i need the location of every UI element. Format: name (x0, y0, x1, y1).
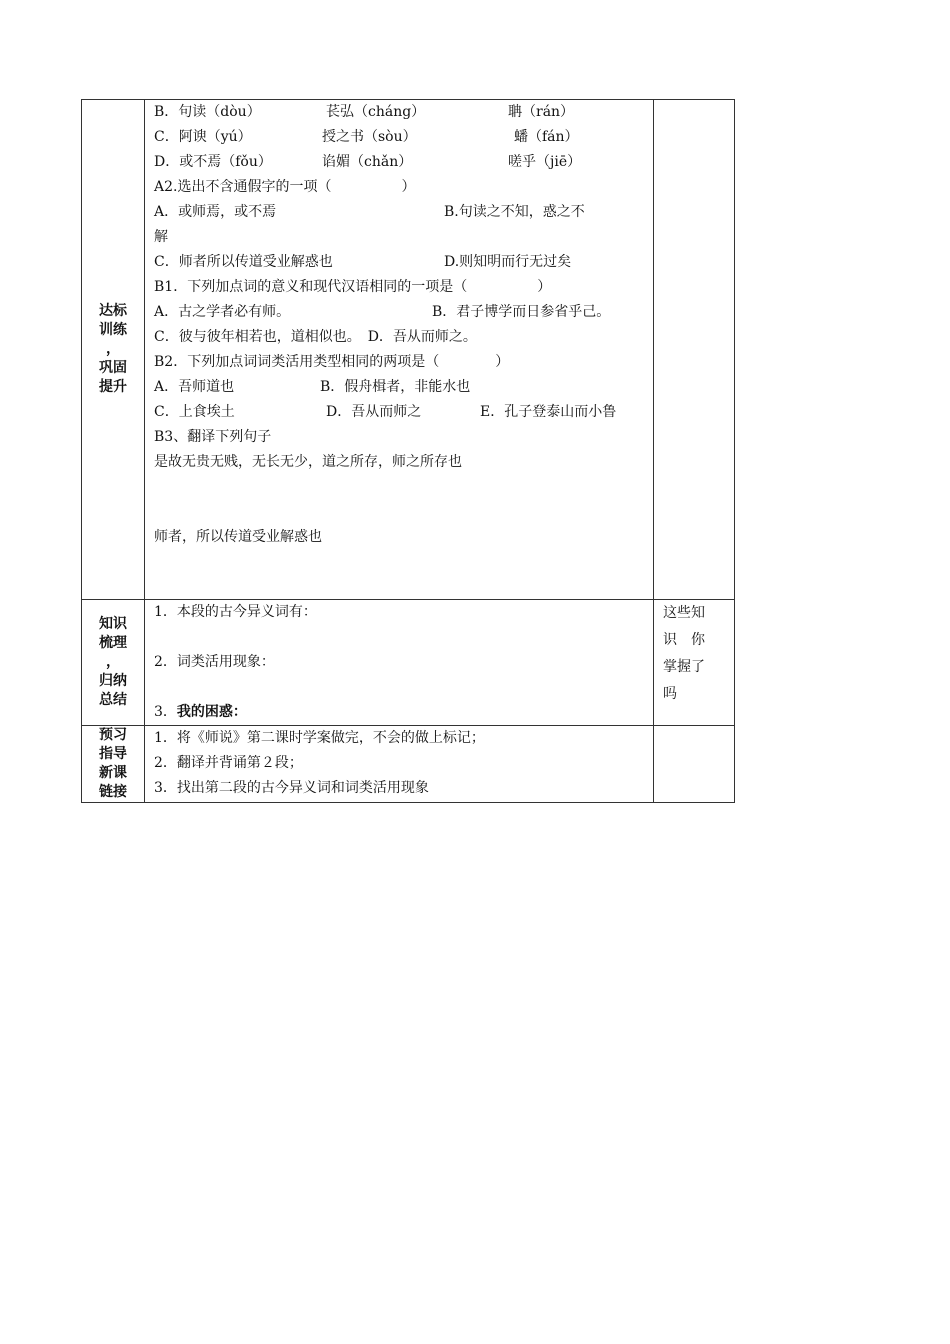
summary-item-3 (154, 700, 653, 725)
note-line: 这些知 (663, 605, 705, 621)
option-c: C．师者所以传道受业解惑也 (154, 254, 333, 270)
section-preview-row (82, 726, 735, 803)
section-label-summary (82, 600, 145, 726)
pinyin-option: 谄媚（chǎn） (322, 154, 413, 170)
label-line: 链接 (99, 784, 127, 800)
option-cd: C．彼与彼年相若也，道相似也。 D．吾从而师之。 (154, 329, 477, 345)
question-a2-option-b-cont (154, 225, 653, 250)
answer-space[interactable] (154, 475, 653, 500)
question-text: B3、翻译下列句子 (154, 429, 272, 445)
label-line: 达标 (99, 303, 127, 319)
note-line: 掌握了 (663, 659, 705, 675)
option-b: B．假舟楫者，非能水也 (320, 379, 471, 395)
practice-content (145, 100, 654, 600)
note-line: 吗 (663, 686, 677, 702)
pinyin-option: C．阿谀（yú） (154, 129, 252, 145)
question-b2-options-row2 (154, 400, 653, 425)
label-line: 梳理 (99, 635, 127, 651)
summary-content (145, 600, 654, 726)
label-line: 知识 (99, 616, 127, 632)
worksheet-table (81, 99, 735, 803)
item-text: 1．将《师说》第二课时学案做完，不会的做上标记； (154, 730, 485, 746)
label-line: 提升 (99, 379, 127, 395)
translate-sentence-2 (154, 525, 653, 550)
question-b3-title (154, 425, 653, 450)
option-a: A．吾师道也 (154, 379, 235, 395)
sentence-text: 师者，所以传道受业解惑也 (154, 529, 322, 545)
section-summary-row (82, 600, 735, 726)
preview-item-3 (154, 776, 653, 801)
question-text: A2.选出不含通假字的一项（ ） (154, 179, 416, 195)
item-text: 2．翻译并背诵第２段； (154, 755, 303, 771)
question-b2-options-row1 (154, 375, 653, 400)
preview-item-2 (154, 751, 653, 776)
pinyin-option: 授之书（sòu） (322, 129, 417, 145)
note-cell-empty (654, 726, 735, 803)
note-cell (654, 600, 735, 726)
label-line: 指导 (99, 746, 127, 762)
answer-space[interactable] (154, 625, 653, 650)
option-b: B．君子博学而日参省乎己。 (432, 304, 611, 320)
section-label-preview (82, 726, 145, 803)
label-line: 归纳 (99, 673, 127, 689)
note-cell-empty (654, 100, 735, 600)
question-b1-options-cd (154, 325, 653, 350)
section-label-practice (82, 100, 145, 600)
item-text: 我的困惑： (176, 704, 247, 720)
question-a2-title (154, 175, 653, 200)
label-line: 训练 (99, 322, 127, 338)
preview-item-1 (154, 726, 653, 751)
question-text: B1．下列加点词的意义和现代汉语相同的一项是（ ） (154, 279, 552, 295)
label-line: 总结 (99, 692, 127, 708)
option-d: D.则知明而行无过矣 (444, 254, 572, 270)
label-line: 预习 (99, 727, 127, 743)
summary-item-1 (154, 600, 653, 625)
pinyin-option: B．句读（dòu） (154, 104, 261, 120)
pinyin-option: 苌弘（cháng） (326, 104, 426, 120)
worksheet (81, 99, 713, 803)
answer-space[interactable] (154, 500, 653, 525)
pinyin-option: 聃（rán） (508, 104, 575, 120)
note-line: 识 你 (663, 632, 705, 648)
item-number: 3． (154, 704, 177, 720)
question-text: B2．下列加点词词类活用类型相同的两项是（ ） (154, 354, 510, 370)
translate-sentence-1 (154, 450, 653, 475)
question-b2-title (154, 350, 653, 375)
section-practice-row (82, 100, 735, 600)
option-a: A．古之学者必有师。 (154, 304, 291, 320)
question-b1-title (154, 275, 653, 300)
summary-item-2 (154, 650, 653, 675)
preview-content (145, 726, 654, 803)
pinyin-option: 嗟乎（jiē） (508, 154, 582, 170)
option-e: E．孔子登泰山而小鲁 (480, 404, 617, 420)
option-c: C．上食埃土 (154, 404, 235, 420)
label-line: ， (106, 654, 120, 670)
sentence-text: 是故无贵无贱，无长无少，道之所存，师之所存也 (154, 454, 462, 470)
pinyin-option: D．或不焉（fǒu） (154, 154, 272, 170)
question-a2-options-ab (154, 200, 653, 225)
label-line: 巩固 (99, 360, 127, 376)
pinyin-row-d (154, 150, 653, 175)
item-text: 2．词类活用现象： (154, 654, 275, 670)
answer-space[interactable] (154, 675, 653, 700)
item-text: 1．本段的古今异义词有： (154, 604, 317, 620)
option-d: D．吾从而师之 (326, 404, 422, 420)
label-line: 新课 (99, 765, 127, 781)
question-b1-options-ab (154, 300, 653, 325)
option-b-continued: 解 (154, 229, 168, 245)
option-b: B.句读之不知，惑之不 (444, 204, 585, 220)
label-line: ， (106, 341, 120, 357)
pinyin-row-b (154, 100, 653, 125)
pinyin-option: 蟠（fán） (514, 129, 579, 145)
question-a2-options-cd (154, 250, 653, 275)
pinyin-row-c (154, 125, 653, 150)
item-text: 3．找出第二段的古今异义词和词类活用现象 (154, 780, 429, 796)
option-a: A．或师焉，或不焉 (154, 204, 277, 220)
